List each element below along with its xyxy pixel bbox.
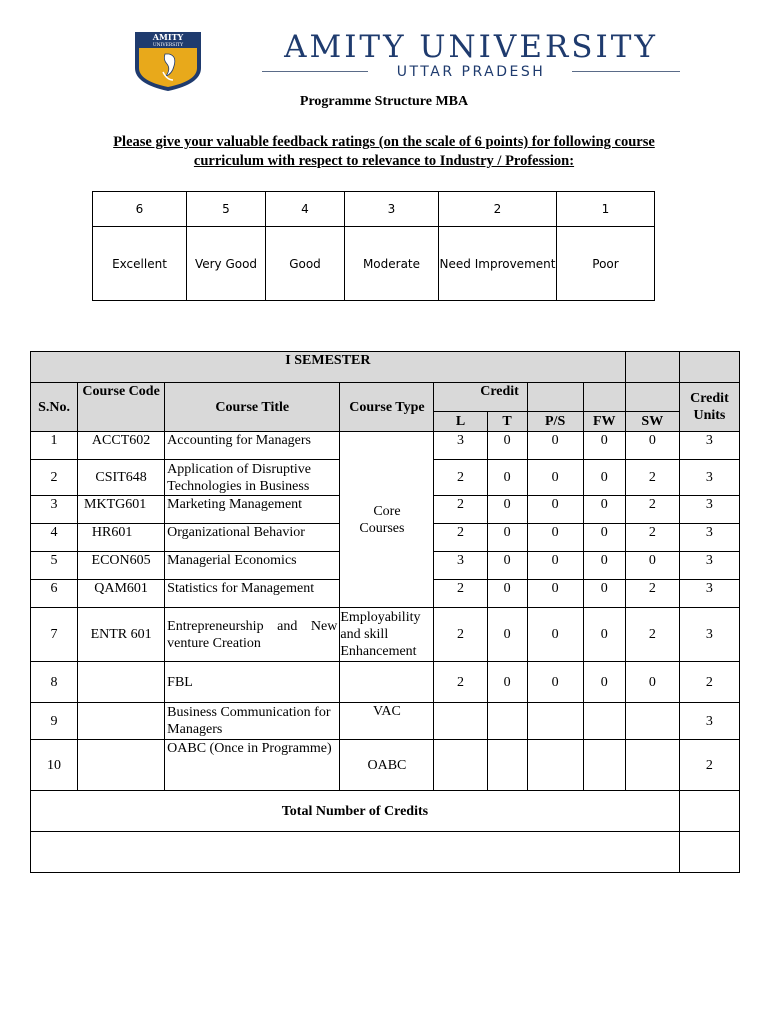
rating-score: 2 [439,192,557,227]
cell-l: 2 [434,460,487,496]
cell-sno: 1 [31,432,78,460]
cell-units: 3 [679,496,739,524]
cell-course-code: HR601 [78,524,165,552]
cell-sno: 9 [31,703,78,740]
university-subtitle [262,63,680,81]
cell-sw: 2 [625,524,679,552]
cell-sno: 3 [31,496,78,524]
cell-sw: 0 [625,552,679,580]
cell-units: 3 [679,608,739,662]
header-course-code: Course Code [78,383,165,432]
table-row [31,608,740,662]
cell-ps: 0 [527,608,583,662]
cell-units: 3 [679,580,739,608]
cell-course-title: Application of Disruptive Technologies in Business [165,460,340,496]
cell-fw: 0 [583,460,625,496]
header-fw: FW [583,412,625,432]
header-sw: SW [625,412,679,432]
crest-text-amity: AMITY [152,32,184,42]
cell-l: 2 [434,580,487,608]
cell-t: 0 [487,580,527,608]
cell-sw [625,740,679,791]
cell-l [434,703,487,740]
cell-fw: 0 [583,496,625,524]
empty-cell [31,832,680,873]
cell-course-code: ECON605 [78,552,165,580]
cell-fw [583,703,625,740]
programme-title: Programme Structure MBA [299,94,469,109]
cell-sno: 6 [31,580,78,608]
cell-ps: 0 [527,552,583,580]
total-credits-label: Total Number of Credits [31,791,680,832]
header-blank [625,383,679,412]
cell-sno: 4 [31,524,78,552]
cell-ps: 0 [527,580,583,608]
header-l: L [434,412,487,432]
university-subtitle-text: UTTAR PRADESH [396,64,546,80]
cell-t: 0 [487,524,527,552]
cell-sno: 5 [31,552,78,580]
cell-course-title: OABC (Once in Programme) [165,740,340,791]
cell-course-type-core [340,432,434,608]
cell-course-type: OABC [340,740,434,791]
cell-l: 2 [434,524,487,552]
cell-course-title: Marketing Management [165,496,340,524]
cell-units: 3 [679,524,739,552]
cell-l: 2 [434,496,487,524]
cell-sw: 2 [625,496,679,524]
header-blank [527,383,583,412]
semester-header-row [31,352,740,383]
cell-course-code [78,662,165,703]
column-header-row [31,383,740,412]
cell-fw [583,740,625,791]
cell-units: 3 [679,460,739,496]
university-name: AMITY UNIVERSITY [284,29,658,65]
header-credit: Credit [434,383,527,412]
cell-sno: 7 [31,608,78,662]
cell-course-type [340,662,434,703]
cell-course-type: VAC [340,703,434,740]
course-structure-table [30,351,740,873]
header-credit-units-line2: Units [693,408,726,423]
cell-fw: 0 [583,552,625,580]
cell-course-title: Accounting for Managers [165,432,340,460]
table-row [31,740,740,791]
cell-fw: 0 [583,432,625,460]
cell-course-title: FBL [165,662,340,703]
cell-course-code [78,740,165,791]
cell-t [487,703,527,740]
rating-score-row [93,192,655,227]
cell-sw [625,703,679,740]
cell-units: 3 [679,552,739,580]
cell-t: 0 [487,662,527,703]
feedback-line-2: curriculum with respect to relevance to Industry / Profession: [193,153,575,169]
total-credits-row [31,791,740,832]
rating-scale-table [92,191,655,301]
header-sno: S.No. [31,383,78,432]
rating-score: 4 [266,192,345,227]
header-blank [583,383,625,412]
table-row [31,703,740,740]
cell-sw: 2 [625,460,679,496]
cell-ps [527,740,583,791]
rating-score: 5 [187,192,266,227]
empty-row [31,832,740,873]
cell-course-title: Business Communication for Managers [165,703,340,740]
cell-sno: 2 [31,460,78,496]
cell-l [434,740,487,791]
cell-t: 0 [487,432,527,460]
feedback-line-1: Please give your valuable feedback ratings (on the scale of 6 points) for following course [113,134,655,150]
cell-course-title: Managerial Economics [165,552,340,580]
cell-ps: 0 [527,432,583,460]
cell-l: 2 [434,608,487,662]
table-row [31,432,740,460]
header-blank [625,352,679,383]
cell-course-title: Statistics for Management [165,580,340,608]
cell-ps: 0 [527,662,583,703]
empty-cell [679,832,739,873]
core-type-line1: Core [373,503,401,519]
cell-l: 3 [434,432,487,460]
cell-sw: 2 [625,580,679,608]
rating-score: 6 [93,192,187,227]
cell-units: 2 [679,740,739,791]
cell-ps [527,703,583,740]
cell-course-type: Employability and skill Enhancement [340,608,434,662]
cell-course-title: Organizational Behavior [165,524,340,552]
cell-t: 0 [487,552,527,580]
cell-course-code: MKTG601 [78,496,165,524]
cell-ps: 0 [527,524,583,552]
rating-label: Moderate [345,227,439,301]
cell-course-code: ENTR 601 [78,608,165,662]
table-row [31,662,740,703]
feedback-instructions [70,133,698,171]
cell-sno: 8 [31,662,78,703]
cell-course-code: ACCT602 [78,432,165,460]
rating-label-row [93,227,655,301]
rating-score: 1 [557,192,655,227]
core-type-line2: Courses [359,520,405,536]
amity-crest-logo [133,30,203,92]
cell-t: 0 [487,608,527,662]
cell-ps: 0 [527,496,583,524]
cell-fw: 0 [583,608,625,662]
header-ps: P/S [527,412,583,432]
header-credit-units-line1: Credit [690,391,729,406]
cell-l: 2 [434,662,487,703]
header-t: T [487,412,527,432]
cell-t: 0 [487,460,527,496]
cell-units: 3 [679,703,739,740]
cell-t [487,740,527,791]
cell-l: 3 [434,552,487,580]
header-blank [679,352,739,383]
cell-fw: 0 [583,580,625,608]
semester-title: I SEMESTER [31,352,626,383]
header-course-type: Course Type [340,383,434,432]
cell-fw: 0 [583,524,625,552]
cell-sw: 2 [625,608,679,662]
rating-label: Poor [557,227,655,301]
cell-course-code: QAM601 [78,580,165,608]
cell-ps: 0 [527,460,583,496]
rating-score: 3 [345,192,439,227]
cell-fw: 0 [583,662,625,703]
cell-t: 0 [487,496,527,524]
total-credits-value [679,791,739,832]
rating-label: Excellent [93,227,187,301]
cell-sw: 0 [625,662,679,703]
header-credit-units [679,383,739,432]
cell-course-code [78,703,165,740]
cell-units: 2 [679,662,739,703]
rating-label: Good [266,227,345,301]
cell-course-code: CSIT648 [78,460,165,496]
rating-label: Very Good [187,227,266,301]
cell-sw: 0 [625,432,679,460]
header-course-title: Course Title [165,383,340,432]
cell-sno: 10 [31,740,78,791]
crest-text-university: UNIVERSITY [152,43,184,48]
rating-label: Need Improvement [439,227,557,301]
cell-units: 3 [679,432,739,460]
cell-course-title: Entrepreneurship and New venture Creation [165,608,340,662]
